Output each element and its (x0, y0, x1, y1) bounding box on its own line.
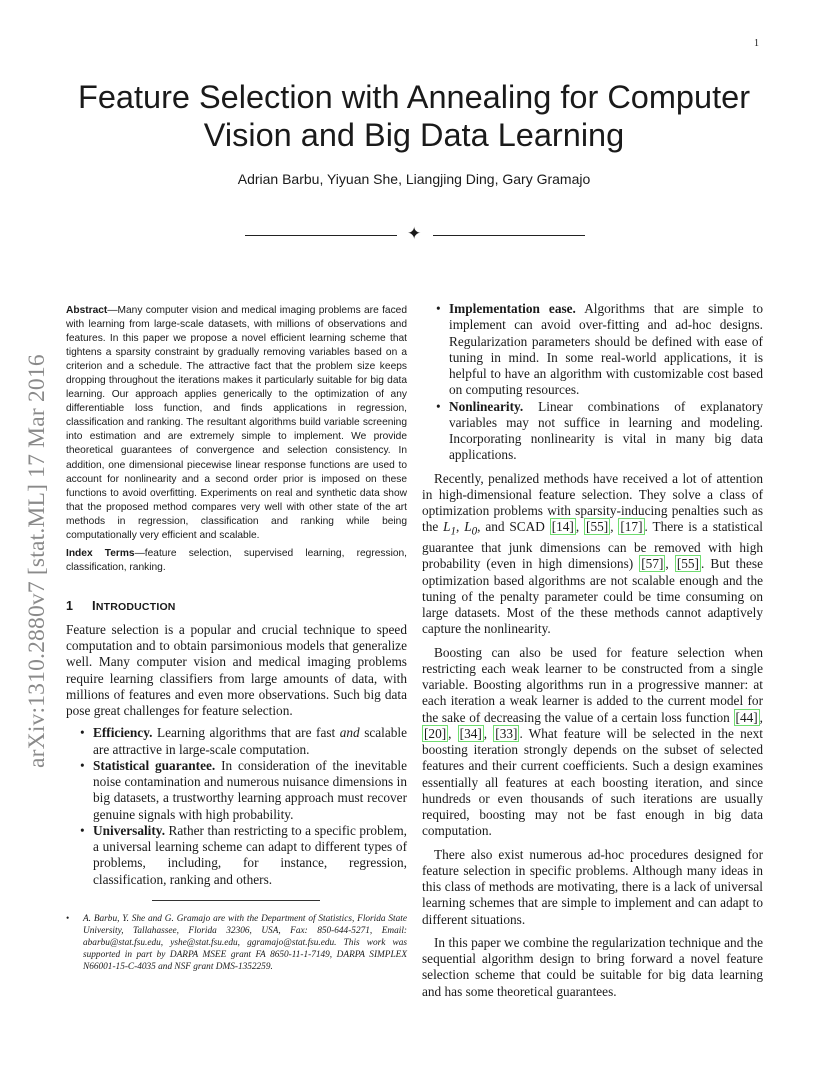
footnote-bullet-icon: • (66, 913, 70, 924)
bullet-text: Algorithms that are simple to implement can avoid over-fitting and ad-hoc designs. Regularization parameters should be defined with ease of tuning in mind. In some real-world applications, it is helpful to have an algorithm with customizable cost based on computing resources. (449, 301, 763, 398)
index-terms (66, 547, 407, 575)
citation-link[interactable]: [57] (641, 556, 664, 572)
bullet-icon: • (80, 725, 85, 741)
bullet-text: Learning algorithms that are fast (156, 725, 340, 741)
text-run: . But these optimization based algorithms are not scalable enough and the tuning of the penalty parameter could be time consuming on large datasets. Most of the these methods cannot adaptively capture the nonlinearity. (422, 556, 763, 637)
citation-link[interactable]: [34] (459, 725, 482, 741)
bullet-heading: Nonlinearity. (449, 398, 524, 414)
citation-link[interactable]: [14] (551, 519, 574, 535)
bullet-icon: • (80, 822, 85, 838)
bullet-icon: • (436, 301, 441, 316)
footnote-rule (152, 900, 320, 901)
title-divider (245, 224, 585, 243)
diamond-icon: ✦ (407, 224, 422, 243)
footnote (66, 913, 407, 973)
author-list: Adrian Barbu, Yiyuan She, Liangjing Ding, Gary Gramajo (237, 171, 591, 187)
bullet-heading: Efficiency. (93, 725, 153, 741)
bullet-icon: • (80, 757, 85, 773)
section-title-initial: I (92, 597, 96, 613)
page-number: 1 (754, 38, 759, 49)
divider-line-right (433, 235, 585, 236)
intro-paragraph: Feature selection is a popular and crucial technique to speed computation and to obtain parsimonious models that generalize well. Many computer vision and medical imaging problems require learning classifiers from large amounts of data, with millions of features and even more observations. Such big data pose great challenges for feature selection. (66, 621, 407, 719)
math-symbol: L (464, 519, 472, 535)
bullet-text: Linear combinations of explanatory variables may not suffice in learning and modeling. Incorporating nonlinearity is vital in many big data applications. (449, 398, 763, 463)
paragraph-combine: In this paper we combine the regularization technique and the sequential algorithm design to bring forward a novel feature selection scheme that could be suitable for big data learning and has some theoretical guarantees. (422, 934, 763, 999)
paragraph-recently: Recently, penalized methods have received a lot of attention in high-dimensional feature selection. They solve a class of optimization problems with sparsity-inducing penalties such as the $L_1$, $L_0$, and SCAD [14] , [55] , [17] . There is a statistical guarantee that junk dimensions can be removed with high probability (even in high dimensions) [57] , [55] . But these optimization based algorithms are not scalable enough and the tuning of the penalty parameter could be time consuming on large datasets. Most of the these methods cannot adaptively capture the nonlinearity. (422, 470, 763, 637)
footnote-text: A. Barbu, Y. She and G. Gramajo are with the Department of Statistics, Florida State University, Tallahassee, Florida 32306, USA, Fax: 850-644-5271, Email: abarbu@stat.fsu.edu, yshe@stat.fsu.edu, ggramajo@stat.fsu.edu. This work was supported in part by DARPA MSEE grant FA 8650-11-1-7149, DARPA SIMPLEX N66001-15-C-4035 and NSF grant DMS-1352259. (83, 913, 407, 973)
text-run: Boosting can also be used for feature selection when restricting each weak learner to be constructed from a single variable. Boosting algorithms run in a progressive manner: at each iteration a weak learner is added to the current model for the sake of decreasing the value of a certain loss function (422, 644, 763, 725)
math-subscript: 0 (471, 525, 478, 538)
math-l1 (443, 519, 457, 538)
bullet-text: Rather than restricting to a specific problem, a universal learning scheme can adapt to different types of problems, including, for instance, regression, classification, ranking and others. (93, 822, 407, 887)
citation-link[interactable]: [20] (424, 725, 447, 741)
text-run: Recently, penalized methods have received a lot of attention in high-dimensional feature selection. They solve a class of optimization problems with sparsity-inducing penalties such as the (422, 470, 763, 535)
list-item (422, 301, 763, 399)
index-terms-text: —feature selection, supervised learning, regression, classification, ranking. (66, 547, 407, 573)
citation-link[interactable]: [17] (620, 519, 643, 535)
math-symbol: L (443, 519, 451, 535)
paragraph-adhoc: There also exist numerous ad-hoc procedures designed for feature selection in specific problems. Although many ideas in this class of methods are motivating, there is a lack of universal learning schemes that are simple to implement and can adapt to different situations. (422, 846, 763, 927)
left-column (66, 304, 407, 973)
list-item (66, 758, 407, 823)
text-run: , (456, 519, 465, 535)
citation-link[interactable]: [55] (676, 556, 699, 572)
divider-line-left (245, 235, 397, 236)
bullet-text-tail: scalable are attractive in large-scale computation. (93, 725, 408, 757)
list-item (66, 725, 407, 758)
abstract-text: —Many computer vision and medical imaging problems are faced with learning from large-scale datasets, with millions of observations and features. In this paper we propose a novel efficient learning scheme that tightens a sparsity constraint by gradually removing variables based on a criterion and a schedule. The attractive fact that the problem size keeps dropping throughout the iterations makes it particularly suitable for big data learning. Our approach applies generically to the optimization of any differentiable loss function, and finds applications in regression, classification and ranking. The resultant algorithms build variable screening into estimation and are extremely simple to implement. We provide theoretical guarantees of convergence and selection consistency. In addition, one dimensional piecewise linear response functions are used to account for nonlinearity and a second order prior is imposed on these functions to avoid overfitting. Experiments on real and synthetic data show that the proposed method compares very well with other state of the art methods in regression, classification and ranking while being computationally very efficient and scalable. (66, 305, 407, 541)
bullet-heading: Statistical guarantee. (93, 757, 216, 773)
citation-link[interactable]: [44] (735, 709, 758, 725)
bullet-text: In consideration of the inevitable noise contamination and numerous nuisance dimensions in big datasets, a trustworthy learning approach must recover genuine signals with high probability. (93, 757, 408, 822)
section-title-rest: NTRODUCTION (95, 600, 176, 613)
bullet-heading: Implementation ease. (449, 301, 576, 316)
bullet-emphasis: and (339, 725, 360, 741)
section-heading (66, 598, 407, 613)
citation-link[interactable]: [55] (586, 519, 609, 535)
bullet-list-right (422, 301, 763, 464)
arxiv-stamp: arXiv:1310.2880v7 [stat.ML] 17 Mar 2016 (24, 354, 50, 768)
text-run: . What feature will be selected in the next boosting iteration strongly depends on the subset of selected features and their current coefficients. Such a design examines essentially all features at each boosting iteration, and since hundreds or even thousands of such iterations are usually required, boosting may not be fast enough in big data computation. (422, 725, 763, 839)
text-run: . There is a statistical guarantee that junk dimensions can be removed with high probability (even in high dimensions) (422, 519, 763, 572)
bullet-icon: • (436, 398, 441, 414)
paragraph-boosting: Boosting can also be used for feature selection when restricting each weak learner to be constructed from a single variable. Boosting algorithms run in a progressive manner: at each iteration a weak learner is added to the current model for the sake of decreasing the value of a certain loss function [44] , [20] , [34] , [33] . What feature will be selected in the next boosting iteration strongly depends on the subset of selected features and their current coefficients. Such a design examines essentially all features at each boosting iteration, and since hundreds or even thousands of such iterations are usually required, boosting may not be fast enough in big data computation. (422, 644, 763, 839)
math-subscript: 1 (450, 525, 457, 538)
abstract-label: Abstract (66, 305, 108, 316)
text-run: , and SCAD (477, 519, 550, 535)
citation-link[interactable]: [33] (495, 725, 518, 741)
list-item (422, 399, 763, 464)
math-l0 (464, 519, 478, 538)
abstract (66, 304, 407, 543)
section-number: 1 (66, 598, 74, 613)
right-column (422, 301, 763, 1000)
bullet-heading: Universality. (93, 822, 166, 838)
list-item (66, 823, 407, 888)
bullet-list-left (66, 725, 407, 888)
paper-title: Feature Selection with Annealing for Computer Vision and Big Data Learning (77, 79, 751, 153)
index-terms-label: Index Terms (66, 547, 135, 559)
